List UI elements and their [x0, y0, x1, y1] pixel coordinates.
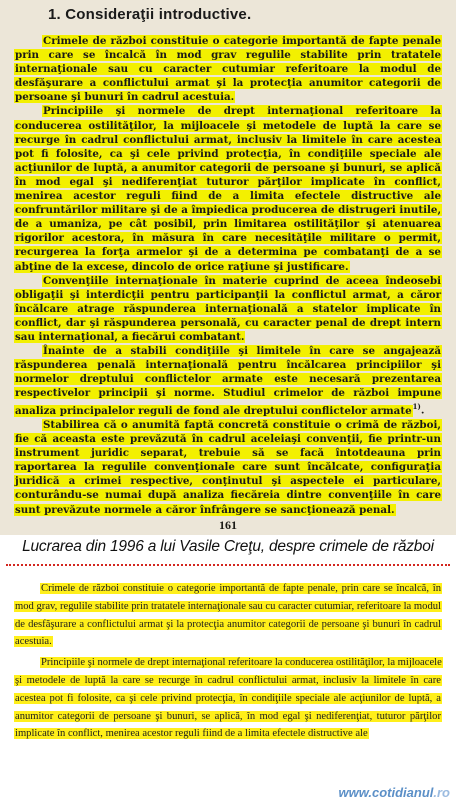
excerpt-text-body [14, 580, 442, 746]
highlighted-text: Principiile şi normele de drept internaţional referitoare la conducerea ostilităţilor, la mijloacele şi metodele de luptă la care se recurge în cadrul conflictului armat, inclusiv la limitele în care acestea pot fi folosite, ca şi cele privind protecţia, în condiţiile speciale ale acţiunilor de luptă, a anumitor categorii de persoane şi bunuri, se aplică în mod egal şi nediferenţiat tuturor părţilor implicate în conflict, menirea acestor reguli fiind de a limita efectele distructive ale confruntărilor militare şi de a împiedica producerea de distrugeri inutile, de a umaniza, pe cât posibil, prin limitarea ostilităţilor şi atenuarea rigorilor acestora, în măsura în care necesităţile militare o permit, recurgerea la forţa armelor şi de a determina pe combatanţi de a se abţine de la excese, dincolo de orice raţiune şi justificare. [15, 105, 442, 273]
excerpt-paragraph [14, 580, 442, 651]
watermark-name: www.cotidianul [338, 785, 434, 800]
scan-paragraph [14, 274, 442, 344]
highlighted-text: Principiile şi normele de drept internaţional referitoare la conducerea ostilităţilor, la mijloacele şi metodele de luptă la care se recurge în cadrul conflictului armat, inclusiv la limitele în care acestea pot fi folosite, ca şi cele privind protecţia, în condiţiile speciale ale acţiunilor de luptă, a anumitor categorii de persoane şi bunuri, se aplică, în mod egal şi nediferenţiat, tuturor părţilor implicate în conflict, menirea acestor reguli fiind de a limita efectele distructive ale [15, 657, 442, 740]
highlighted-text: Înainte de a stabili condiţiile şi limitele în care se angajează răspunderea penală internaţională pentru încălcarea principiilor şi normelor dreptului conflictelor armate este necesară prezentarea respectivelor principii şi norme. Studiul crimelor de război impune analiza principalelor reguli de fond ale dreptului conflictelor armate [15, 345, 441, 417]
highlighted-text: Crimele de război constituie o categorie importantă de fapte penale, prin care se încalcă, în mod grav, regulile stabilite prin tratatele internaţionale sau cu caracter cutumiar, referitoare la modul de desfăşurare a conflictului armat şi la protecţia anumitor categorii de persoane şi bunuri în cadrul acestuia. [15, 583, 441, 648]
highlighted-text: Convenţiile internaţionale în materie cuprind de aceea îndeosebi obligaţii şi interdicţii pentru participanţii la conflictul armat, a căror încălcare atrage răspunderea internaţională a statelor implicate în conflict, dar şi răspunderea personală, cu caracter penal de drept intern sau internaţional, a fiecărui combatant. [15, 274, 441, 343]
dotted-divider [6, 564, 450, 566]
watermark-domain: .ro [433, 785, 450, 800]
scan-paragraph: Înainte de a stabili condiţiile şi limitele în care se angajează răspunderea penală internaţională pentru încălcarea principiilor şi normelor dreptului conflictelor armate este necesară prezentarea respectivelor principii şi norme. Studiul crimelor de război impune analiza principalelor reguli de fond ale dreptului conflictelor armate$^{1)}$. [15, 345, 441, 417]
footnote-marker: 1) [412, 402, 421, 412]
site-watermark [339, 785, 450, 800]
scan-paragraph [14, 418, 442, 517]
section-heading: 1. Consideraţii introductive. [48, 6, 252, 23]
scanned-text-body [14, 34, 442, 517]
highlighted-text: Crimele de război constituie o categorie importantă de fapte penale prin care se încalcă în mod grav regulile stabilite prin tratatele internaţionale sau cu caracter cutumiar referitoare la modul de desfăşurare a conflictului armat şi la protecţia anumitor categorii de persoane şi bunuri în cadrul acestuia. [15, 35, 441, 104]
image-caption: Lucrarea din 1996 a lui Vasile Creţu, despre crimele de război [22, 538, 434, 555]
scan-paragraph [14, 34, 442, 104]
scan-paragraph [14, 104, 442, 273]
typed-excerpt [0, 570, 456, 803]
page-number: 161 [219, 518, 237, 532]
highlighted-text: Stabilirea că o anumită faptă concretă constituie o crimă de război, fie că aceasta este prevăzută în cadrul aceleiaşi convenţii, fie printr-un instrument juridic separat, trebuie să se facă întotdeauna prin raportarea la regulile convenţionale care sunt încălcate, configuraţia juridică a crimei respective, conţinutul şi aspectele ei particulare, conturându-se numai după analiza fiecăreia dintre convenţiile în care sunt prevăzute normele a căror înfrângere se sancţionează penal. [15, 418, 441, 516]
excerpt-paragraph [14, 654, 442, 743]
